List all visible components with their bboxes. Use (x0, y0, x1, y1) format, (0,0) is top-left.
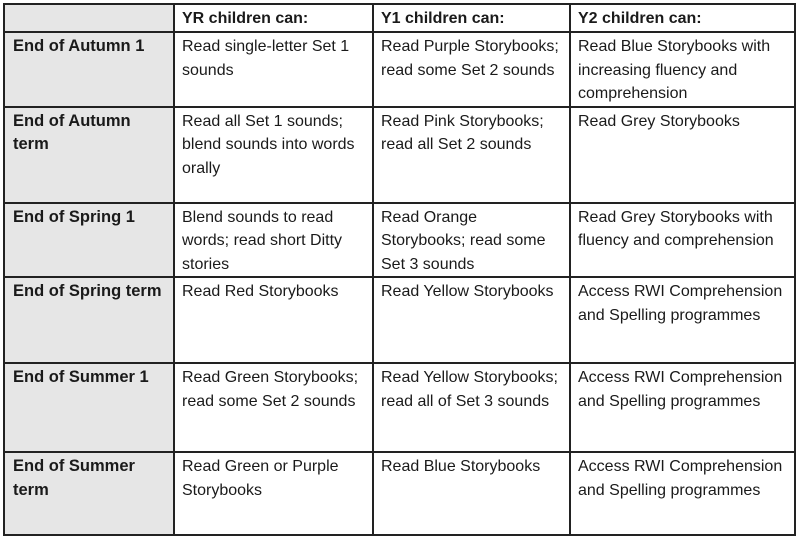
cell-yr: Read Green Storybooks; read some Set 2 sounds (174, 363, 373, 452)
table-row (4, 32, 795, 107)
corner-cell (4, 4, 174, 32)
table-row (4, 277, 795, 363)
cell-yr: Read all Set 1 sounds; blend sounds into words orally (174, 107, 373, 203)
table-row (4, 363, 795, 452)
cell-y2: Access RWI Comprehension and Spelling programmes (570, 452, 795, 535)
cell-y1: Read Purple Storybooks; read some Set 2 sounds (373, 32, 570, 107)
cell-y1: Read Pink Storybooks; read all Set 2 sounds (373, 107, 570, 203)
cell-y2: Read Grey Storybooks (570, 107, 795, 203)
cell-y1: Read Orange Storybooks; read some Set 3 sounds (373, 203, 570, 278)
row-label: End of Summer 1 (4, 363, 174, 452)
cell-y2: Read Grey Storybooks with fluency and comprehension (570, 203, 795, 278)
header-y2: Y2 children can: (570, 4, 795, 32)
row-label: End of Autumn 1 (4, 32, 174, 107)
cell-y1: Read Yellow Storybooks; read all of Set 3 sounds (373, 363, 570, 452)
cell-y2: Access RWI Comprehension and Spelling programmes (570, 277, 795, 363)
table-row (4, 107, 795, 203)
cell-yr: Read single-letter Set 1 sounds (174, 32, 373, 107)
cell-yr: Read Green or Purple Storybooks (174, 452, 373, 535)
cell-y2: Read Blue Storybooks with increasing fluency and comprehension (570, 32, 795, 107)
cell-yr: Read Red Storybooks (174, 277, 373, 363)
row-label: End of Summer term (4, 452, 174, 535)
cell-y1: Read Blue Storybooks (373, 452, 570, 535)
table-row (4, 203, 795, 278)
reading-progress-table (3, 3, 796, 536)
header-yr: YR children can: (174, 4, 373, 32)
row-label: End of Spring 1 (4, 203, 174, 278)
cell-yr: Blend sounds to read words; read short Ditty stories (174, 203, 373, 278)
header-row (4, 4, 795, 32)
row-label: End of Spring term (4, 277, 174, 363)
cell-y1: Read Yellow Storybooks (373, 277, 570, 363)
header-y1: Y1 children can: (373, 4, 570, 32)
table-row (4, 452, 795, 535)
cell-y2: Access RWI Comprehension and Spelling programmes (570, 363, 795, 452)
row-label: End of Autumn term (4, 107, 174, 203)
